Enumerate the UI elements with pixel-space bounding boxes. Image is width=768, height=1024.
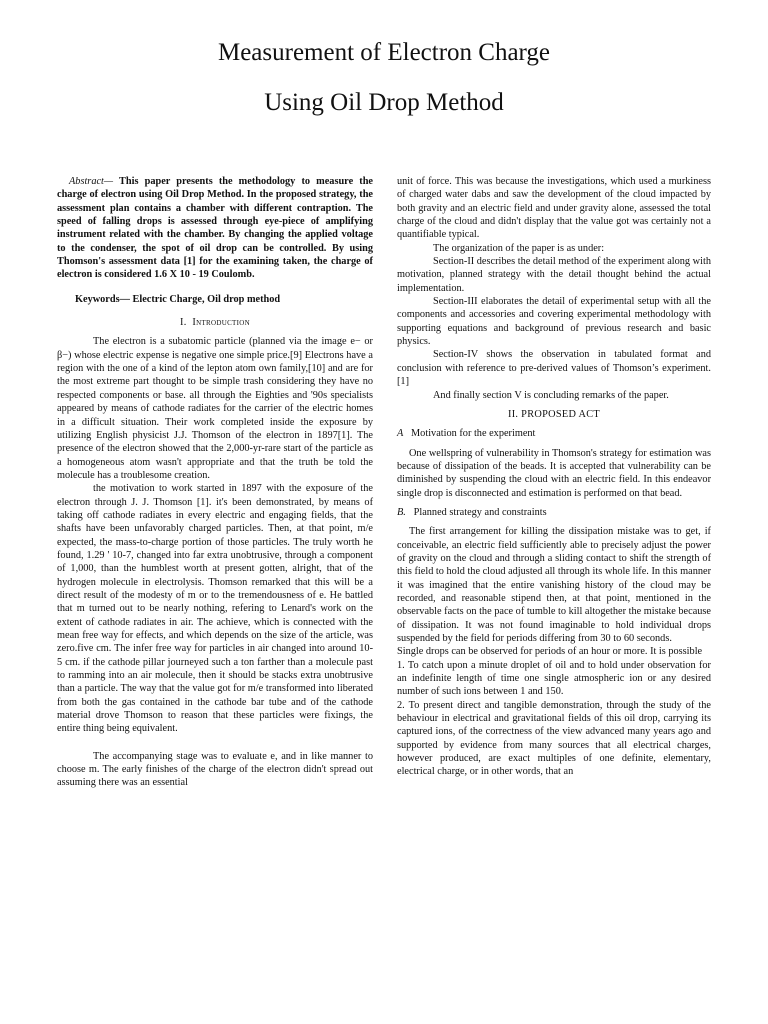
section-number: I. bbox=[180, 317, 187, 329]
left-column bbox=[57, 175, 373, 790]
keywords: Keywords— Electric Charge, Oil drop method bbox=[75, 293, 281, 305]
motivation-paragraph: One wellspring of vulnerability in Thomson's strategy for estimation was because of dissipation of the beads. It is accepted that vulnerability can be diminished by suspending the cloud with an electric field. In this endeavor single drop is disconnected and estimation is performed on that bead. bbox=[397, 447, 711, 499]
organization-section-3: Section-III elaborates the detail of experimental setup with all the components and accessories and covering experimental methodology with supporting equations and background of previous research and basic physics. bbox=[397, 296, 711, 348]
strategy-paragraph-2: Single drops can be observed for periods of an hour or more. It is possible bbox=[397, 646, 703, 658]
subsection-letter: A bbox=[397, 428, 404, 440]
paper-title-line-1: Measurement of Electron Charge bbox=[217, 39, 551, 66]
paper-title-line-2: Using Oil Drop Method bbox=[264, 89, 504, 116]
subsection-heading-a bbox=[397, 427, 711, 440]
right-column bbox=[397, 175, 711, 779]
subsection-title: Motivation for the experiment bbox=[411, 428, 536, 440]
strategy-paragraph-1: The first arrangement for killing the dissipation mistake was to get, if conceivable, an electric field sufficiently able to precisely adjust the power of gravity on the cloud and through a sliding contact to shift the strength of this field to hold the cloud adjusted all through its whole life. In this manner it was imagined that the entire vanishing history of the cloud may be recorded, and reasonable stipend then, at that point, mentioned in the observable facts on the pace of tumble to kill altogether the mistake because of dissipation. It was not found imaginable to hold individual drops suspended by the field for periods differing from 30 to 60 seconds. bbox=[397, 526, 711, 644]
continued-paragraph: unit of force. This was because the investigations, which used a murkiness of charged water dabs and saw the development of the cloud impacted by both gravity and an electric field and under gravity alone, assessed the total charge of the cloud and didn't display that the value got was certainly not a quantifiable typical. bbox=[397, 176, 711, 241]
subsection-letter: B. bbox=[397, 506, 406, 518]
subsection-title: Planned strategy and constraints bbox=[413, 506, 547, 518]
strategy-list-item-1: 1. To catch upon a minute droplet of oil and to hold under observation for an indefinite length of time one single atmospheric ion or any desired number of such ions between 1 and 150. bbox=[397, 659, 711, 698]
section-heading-introduction bbox=[57, 316, 373, 329]
section-title: Introduction bbox=[192, 317, 250, 329]
abstract-body: This paper presents the methodology to measure the charge of electron using Oil Drop Method. In the proposed strategy, the assessment plan contains a chamber with different contraption. The speed of falling drops is assessed through eye-piece of amplifying instrument related with the chamber. By changing the applied voltage to the condenser, the spot of oil drop can be controlled. By using Thomson's assessment data [1] for the examining taken, the charge of electron is considered 1.6 X 10 - 19 Coulomb. bbox=[57, 176, 373, 281]
section-heading-proposed-act: II. PROPOSED ACT bbox=[507, 408, 601, 420]
organization-intro: The organization of the paper is as under: bbox=[433, 242, 605, 254]
abstract-lead: Abstract— bbox=[69, 176, 114, 187]
subsection-heading-b bbox=[397, 506, 711, 519]
organization-section-4: Section-IV shows the observation in tabulated format and conclusion with reference to pre-derived values of Thomson’s experiment. [1] bbox=[397, 349, 711, 388]
abstract bbox=[57, 175, 373, 282]
intro-paragraph-3: The accompanying stage was to evaluate e, and in like manner to choose m. The early finishes of the charge of the electron didn't spread out assuming there was an essential bbox=[57, 750, 373, 789]
intro-paragraph-1: The electron is a subatomic particle (planned via the image e− or β−) whose electric expense is negative one simple price.[9] Electrons have a region with the one of a kind of the lepton atom own family,[10] and are for the most extreme part thought to be simple trash considering they have no respected components or base. all through the Eighties and '90s specialists appeared by means of cathode radiates for the carrier of the electric homes in a difficult situation. Their work completed inside the exposure by utilizing English physicist J.J. Thomson of the electron in 1897[1]. The presence of the electron showed that the 2,000-yr-rare start of the particle as a homogeneous atom wasn't appropriate and that the truth be told the molecule has a troublesome creation. bbox=[57, 336, 373, 481]
intro-paragraph-2: the motivation to work started in 1897 with the exposure of the electron through J. J. Thomson [1]. it's been demonstrated, by means of taking off cathode radiates in every electric and engaging fields, that the shafts have been unfavorably charged particles. Then, at that point, m/e expected, the mass-to-charge portion of those particles. The truly worth he found, 1.29 ' 10-7, changed into far extra unobtrusive, through a component of 1,000, than the humblest worth at present gotten, alright, that of the hydrogen molecule in electrolysis. Thomson remarked that this will be a direct result of the modesty of m or to the tremendousness of e. He battled that m turned out to be nearly nothing, refering to Lenard's work on the extent of cathode radiates in air. The achieve, which is connected with the mean free way for effects, and which depends on the size of the article, was zero.five cm. The infer free way for particles in air changed into around 10-5 cm. if the cathode pillar journeyed such a ton farther than a molecule past to ramming into an air molecule, then it should be stacks extra unobtrusive than a particle. The way that the value got for m/e transformed into liberated from both the gas contained in the cathode bar tube and of the cathode material drove Thomson to reason that these particles were fixings, the entire thing being equivalent. bbox=[57, 483, 373, 735]
paragraph-gap bbox=[57, 736, 373, 750]
organization-section-2: Section-II describes the detail method of the experiment along with motivation, planned strategy with the detail thought behind the actual implementation. bbox=[397, 256, 711, 294]
strategy-list-item-2: 2. To present direct and tangible demonstration, through the study of the behaviour in electrical and gravitational fields of this oil drop, carrying its captured ions, of the correctness of the view advanced many years ago and supported by evidence from many sources that all electrical charges, however produced, are exact multiples of one definite, elementary, electrical charge, or in other words, that an bbox=[397, 699, 711, 778]
organization-section-5: And finally section V is concluding remarks of the paper. bbox=[433, 389, 669, 401]
